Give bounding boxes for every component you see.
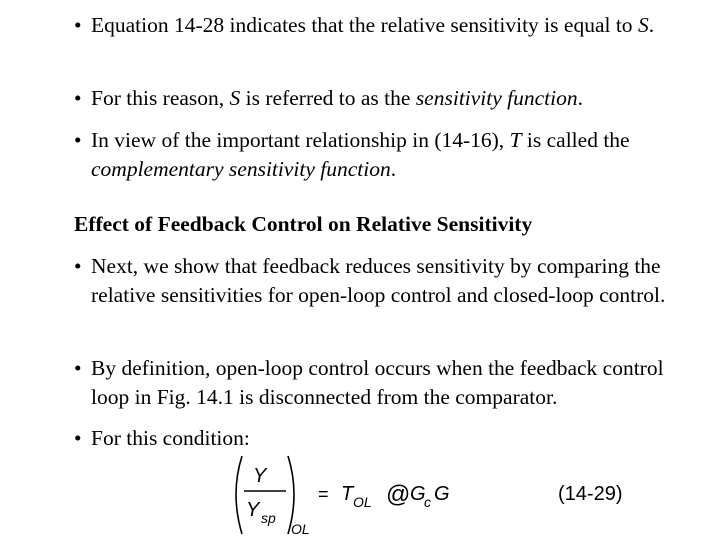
rhs-subscript: OL <box>353 494 372 510</box>
bullet-text: Next, we show that feedback reduces sensitivity by comparing the relative sensitivities for open-loop control and closed-loop control. <box>91 254 666 307</box>
equation-graphic <box>228 452 648 538</box>
left-paren <box>236 456 242 534</box>
bullet-item <box>74 354 704 412</box>
bullet-dot: • <box>74 426 82 450</box>
rhs-term: T <box>341 483 354 505</box>
equals-sign: = <box>318 484 329 504</box>
bullet-item <box>74 11 704 40</box>
process-term: G <box>434 483 450 505</box>
fraction-denominator: Y <box>246 499 260 521</box>
bullet-dot: • <box>74 86 82 110</box>
bullet-text: Equation 14-28 indicates that the relative sensitivity is equal to S. <box>91 13 655 37</box>
controller-subscript: c <box>424 494 431 510</box>
equation-number: (14-29) <box>558 483 623 505</box>
bullet-dot: • <box>74 128 82 152</box>
controller-term: G <box>410 483 426 505</box>
bullet-item <box>74 126 704 184</box>
bullet-text: In view of the important relationship in (14-16), T is called the complementary sensitivity function. <box>91 128 630 181</box>
bullet-dot: • <box>74 13 82 37</box>
bullet-item <box>74 84 704 113</box>
bullet-text: By definition, open-loop control occurs when the feedback control loop in Fig. 14.1 is disconnected from the comparator. <box>91 356 664 409</box>
bullet-dot: • <box>74 254 82 278</box>
equation-14-29 <box>228 452 648 538</box>
bullet-dot: • <box>74 356 82 380</box>
bullet-text: For this reason, S is referred to as the sensitivity function. <box>91 86 584 110</box>
bullet-item <box>74 252 704 310</box>
outer-subscript: OL <box>291 521 310 537</box>
bullet-text: For this condition: <box>91 426 250 450</box>
definition-symbol: @ <box>386 481 411 508</box>
section-heading: Effect of Feedback Control on Relative Sensitivity <box>74 212 533 236</box>
fraction-numerator: Y <box>253 465 267 487</box>
bullet-item <box>74 424 704 453</box>
fraction-denominator-subscript: sp <box>261 510 276 526</box>
